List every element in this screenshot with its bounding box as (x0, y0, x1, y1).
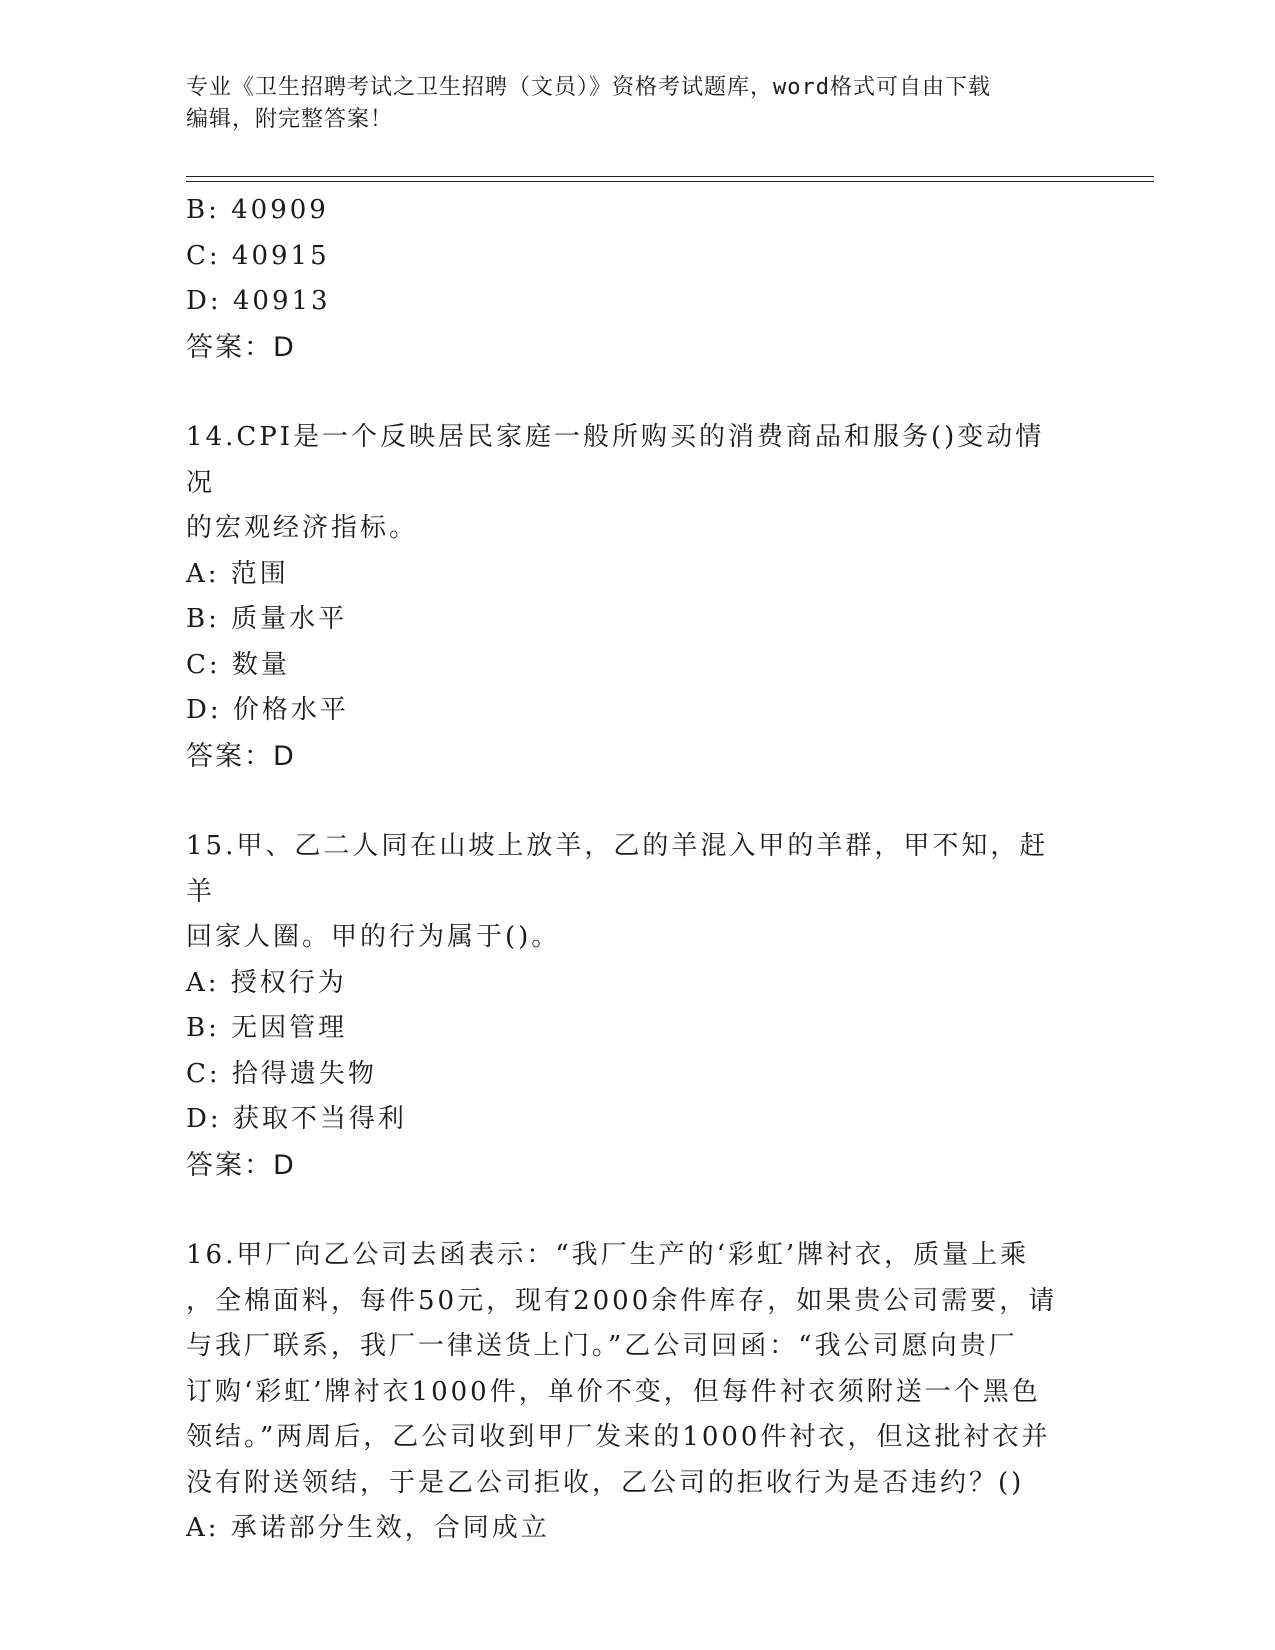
question-15 (186, 824, 1086, 1188)
question-stem-line: 没有附送领结，于是乙公司拒收，乙公司的拒收行为是否违约？() (186, 1467, 1025, 1498)
answer-label: 答案：D (186, 740, 296, 772)
header-divider (186, 176, 1154, 182)
question-content (186, 188, 1086, 1552)
option-a: A: 范围 (186, 558, 289, 589)
header-title-line-1: 专业《卫生招聘考试之卫生招聘（文员）》资格考试题库，word格式可自由下载 (186, 75, 991, 100)
question-stem-line: 回家人圈。甲的行为属于()。 (186, 922, 561, 952)
option-b: B: 质量水平 (186, 604, 348, 634)
option-d: D: 获取不当得利 (186, 1104, 407, 1134)
option-a: A: 承诺部分生效，合同成立 (186, 1513, 550, 1543)
question-stem-line: 15.甲、乙二人同在山坡上放羊，乙的羊混入甲的羊群，甲不知，赶羊 (186, 831, 1049, 907)
option-c: C: 拾得遗失物 (186, 1058, 377, 1089)
spacer (186, 370, 1086, 415)
page-header (186, 72, 1066, 136)
option-c: C: 40915 (186, 240, 330, 271)
spacer (186, 779, 1086, 824)
question-14 (186, 415, 1086, 779)
question-stem-line: 领结。”两周后，乙公司收到甲厂发来的1000件衬衣，但这批衬衣并 (186, 1422, 1051, 1452)
prev-question (186, 188, 1086, 370)
header-title-line-2: 编辑，附完整答案！ (186, 107, 394, 132)
question-16 (186, 1233, 1086, 1552)
option-d: D: 40913 (186, 286, 331, 316)
question-stem-line: 与我厂联系，我厂一律送货上门。”乙公司回函：“我公司愿向贵厂 (186, 1331, 1018, 1361)
question-stem-line: 订购‘彩虹’牌衬衣1000件，单价不变，但每件衬衣须附送一个黑色 (186, 1376, 1041, 1407)
option-c: C: 数量 (186, 649, 290, 680)
question-stem-line: 的宏观经济指标。 (186, 513, 419, 543)
option-a: A: 授权行为 (186, 967, 347, 998)
option-b: B: 无因管理 (186, 1013, 348, 1043)
option-b: B: 40909 (186, 195, 329, 225)
question-stem-line: ，全棉面料，每件50元，现有2000余件库存，如果贵公司需要，请 (186, 1285, 1058, 1316)
answer-label: 答案：D (186, 331, 296, 363)
question-stem-line: 14.CPI是一个反映居民家庭一般所购买的消费商品和服务()变动情况 (186, 422, 1045, 498)
option-d: D: 价格水平 (186, 695, 349, 725)
question-stem-line: 16.甲厂向乙公司去函表示：“我厂生产的‘彩虹’牌衬衣，质量上乘 (186, 1240, 1030, 1270)
answer-label: 答案：D (186, 1149, 296, 1181)
spacer (186, 1188, 1086, 1233)
